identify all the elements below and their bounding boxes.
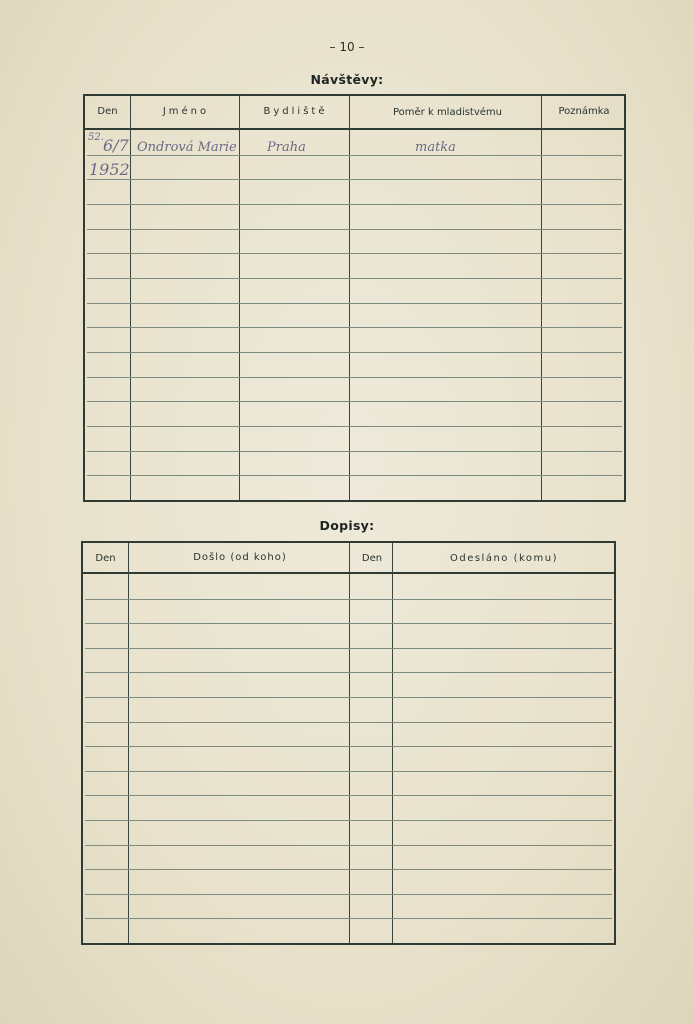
visits-title: Návštěvy: bbox=[310, 72, 384, 87]
table-row-line bbox=[85, 845, 612, 846]
visits-header-date: Den bbox=[97, 106, 118, 117]
table-row-line bbox=[85, 795, 612, 796]
table-row-line bbox=[85, 820, 612, 821]
visits-header-note: Poznámka bbox=[558, 106, 610, 117]
visit-residence: Praha bbox=[267, 140, 306, 155]
visits-column-divider bbox=[541, 96, 542, 500]
letters-header-received-from: Došlo (od koho) bbox=[193, 552, 287, 563]
letters-header-sent-date: Den bbox=[361, 553, 383, 564]
page-number: – 10 – bbox=[329, 40, 365, 54]
table-row-line bbox=[87, 204, 622, 205]
table-row-line bbox=[87, 327, 622, 328]
table-row-line bbox=[87, 426, 622, 427]
visits-header-name: Jméno bbox=[162, 106, 210, 117]
letters-column-divider bbox=[349, 543, 350, 943]
visits-table bbox=[83, 94, 626, 502]
table-row-line bbox=[85, 869, 612, 870]
letters-header-sent-to: Odesláno (komu) bbox=[449, 553, 559, 564]
visit-name: Ondrová Marie bbox=[137, 140, 237, 155]
visit-date-day: 6/7 bbox=[103, 136, 129, 155]
letters-column-divider bbox=[128, 543, 129, 943]
table-row-line bbox=[85, 746, 612, 747]
letters-title: Dopisy: bbox=[319, 518, 375, 533]
letters-header-received-date: Den bbox=[95, 553, 116, 564]
table-row-line bbox=[85, 918, 612, 919]
table-row-line bbox=[87, 229, 622, 230]
table-row-line bbox=[85, 599, 612, 600]
table-row-line bbox=[87, 303, 622, 304]
table-row-line bbox=[87, 401, 622, 402]
visits-header-residence: Bydliště bbox=[263, 106, 328, 117]
visit-date-prefix: 52. bbox=[88, 132, 104, 143]
letters-table bbox=[81, 541, 616, 945]
table-row-line bbox=[85, 697, 612, 698]
table-row-line bbox=[87, 475, 622, 476]
letters-column-divider bbox=[392, 543, 393, 943]
visits-column-divider bbox=[130, 96, 131, 500]
table-row-line bbox=[87, 377, 622, 378]
visits-header-relation: Poměr k mladistvému bbox=[393, 107, 502, 118]
table-row-line bbox=[85, 648, 612, 649]
table-row-line bbox=[85, 623, 612, 624]
visit-relation: matka bbox=[415, 140, 456, 155]
visit-date-year: 1952 bbox=[89, 160, 130, 179]
table-row-line bbox=[87, 278, 622, 279]
table-row-line bbox=[87, 179, 622, 180]
table-row-line bbox=[85, 722, 612, 723]
table-row-line bbox=[87, 451, 622, 452]
table-row-line bbox=[85, 771, 612, 772]
visits-header-row bbox=[85, 96, 624, 130]
table-row-line bbox=[85, 894, 612, 895]
visits-column-divider bbox=[239, 96, 240, 500]
table-row-line bbox=[87, 253, 622, 254]
table-row-line bbox=[85, 672, 612, 673]
visits-column-divider bbox=[349, 96, 350, 500]
table-row-line bbox=[87, 352, 622, 353]
